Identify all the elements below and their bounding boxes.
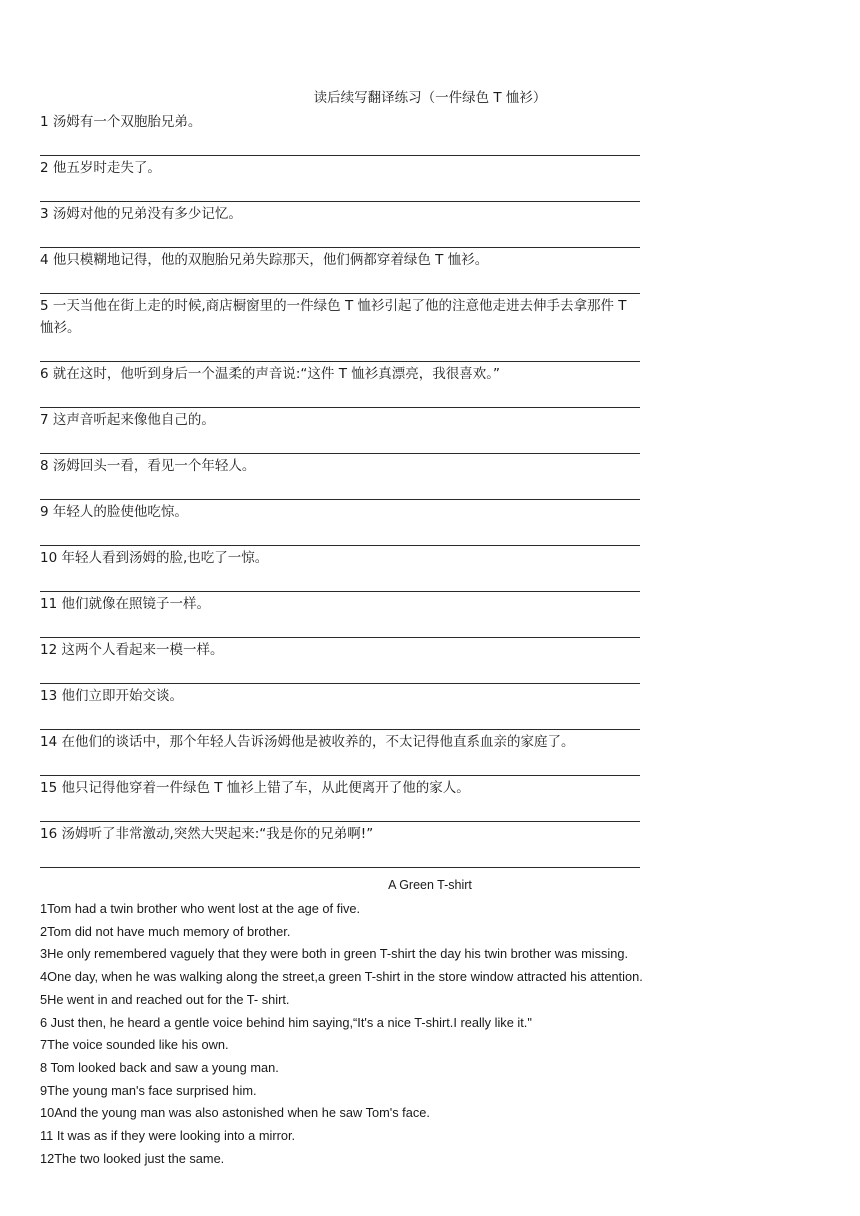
exercise-item — [40, 592, 640, 638]
question-text: 2 他五岁时走失了。 — [40, 160, 161, 176]
answer-line[interactable] — [40, 753, 640, 776]
exercise-item — [40, 294, 640, 362]
question-text: 1 汤姆有一个双胞胎兄弟。 — [40, 114, 202, 130]
answer-line[interactable] — [40, 523, 640, 546]
question-text: 11 他们就像在照镜子一样。 — [40, 596, 210, 612]
english-line: 4One day, when he was walking along the street,a green T-shirt in the store window attracted his attention. — [40, 969, 643, 985]
english-line: 2Tom did not have much memory of brother. — [40, 923, 291, 939]
exercise-item — [40, 408, 640, 454]
exercise-item — [40, 248, 640, 294]
exercise-item — [40, 638, 640, 684]
answer-line[interactable] — [40, 799, 640, 822]
translation-exercise — [40, 110, 640, 868]
question-text: 4 他只模糊地记得，他的双胞胎兄弟失踪那天，他们俩都穿着绿色 T 恤衫。 — [40, 252, 489, 268]
exercise-item — [40, 110, 640, 156]
english-line: 5He went in and reached out for the T- shirt. — [40, 991, 290, 1007]
question-text: 5 一天当他在街上走的时候,商店橱窗里的一件绿色 T 恤衫引起了他的注意他走进去伸手去拿那件 T 恤衫。 — [40, 298, 627, 336]
answer-line[interactable] — [40, 339, 640, 362]
answer-line[interactable] — [40, 225, 640, 248]
english-line: 7The voice sounded like his own. — [40, 1037, 229, 1053]
english-title: A Green T-shirt — [388, 878, 472, 892]
english-line: 6 Just then, he heard a gentle voice behind him saying,“It's a nice T-shirt.I really like it." — [40, 1014, 532, 1030]
question-text: 10 年轻人看到汤姆的脸,也吃了一惊。 — [40, 550, 269, 566]
answer-line[interactable] — [40, 661, 640, 684]
english-line: 8 Tom looked back and saw a young man. — [40, 1059, 279, 1075]
exercise-item — [40, 546, 640, 592]
answer-line[interactable] — [40, 707, 640, 730]
exercise-item — [40, 362, 640, 408]
exercise-item — [40, 500, 640, 546]
english-line: 1Tom had a twin brother who went lost at the age of five. — [40, 901, 361, 916]
english-line: 11 It was as if they were looking into a mirror. — [40, 1128, 296, 1144]
exercise-item — [40, 454, 640, 500]
answer-line[interactable] — [40, 845, 640, 868]
answer-line[interactable] — [40, 569, 640, 592]
english-line: 3He only remembered vaguely that they were both in green T-shirt the day his twin brother was missing. — [40, 946, 629, 962]
english-line: 9The young man's face surprised him. — [40, 1082, 257, 1098]
answer-line[interactable] — [40, 133, 640, 156]
answer-line[interactable] — [40, 385, 640, 408]
answer-line[interactable] — [40, 179, 640, 202]
english-reference — [40, 898, 840, 1170]
english-line: 12The two looked just the same. — [40, 1150, 225, 1166]
worksheet-title: 读后续写翻译练习（一件绿色 T 恤衫） — [313, 90, 547, 106]
question-text: 15 他只记得他穿着一件绿色 T 恤衫上错了车，从此便离开了他的家人。 — [40, 780, 470, 796]
question-text: 14 在他们的谈话中，那个年轻人告诉汤姆他是被收养的，不太记得他直系血亲的家庭了。 — [40, 734, 575, 750]
exercise-item — [40, 730, 640, 776]
exercise-item — [40, 156, 640, 202]
question-text: 13 他们立即开始交谈。 — [40, 688, 183, 704]
question-text: 12 这两个人看起来一模一样。 — [40, 642, 224, 658]
exercise-item — [40, 202, 640, 248]
answer-line[interactable] — [40, 477, 640, 500]
exercise-item — [40, 822, 640, 868]
answer-line[interactable] — [40, 271, 640, 294]
question-text: 16 汤姆听了非常激动,突然大哭起来:“我是你的兄弟啊!” — [40, 826, 374, 842]
exercise-item — [40, 684, 640, 730]
exercise-item — [40, 776, 640, 822]
question-text: 3 汤姆对他的兄弟没有多少记忆。 — [40, 206, 242, 222]
question-text: 6 就在这时，他听到身后一个温柔的声音说:“这件 T 恤衫真漂亮，我很喜欢。” — [40, 366, 500, 382]
question-text: 8 汤姆回头一看，看见一个年轻人。 — [40, 458, 256, 474]
answer-line[interactable] — [40, 431, 640, 454]
english-line: 10And the young man was also astonished when he saw Tom's face. — [40, 1105, 430, 1121]
question-text: 9 年轻人的脸使他吃惊。 — [40, 504, 188, 520]
question-text: 7 这声音听起来像他自己的。 — [40, 412, 215, 428]
answer-line[interactable] — [40, 615, 640, 638]
